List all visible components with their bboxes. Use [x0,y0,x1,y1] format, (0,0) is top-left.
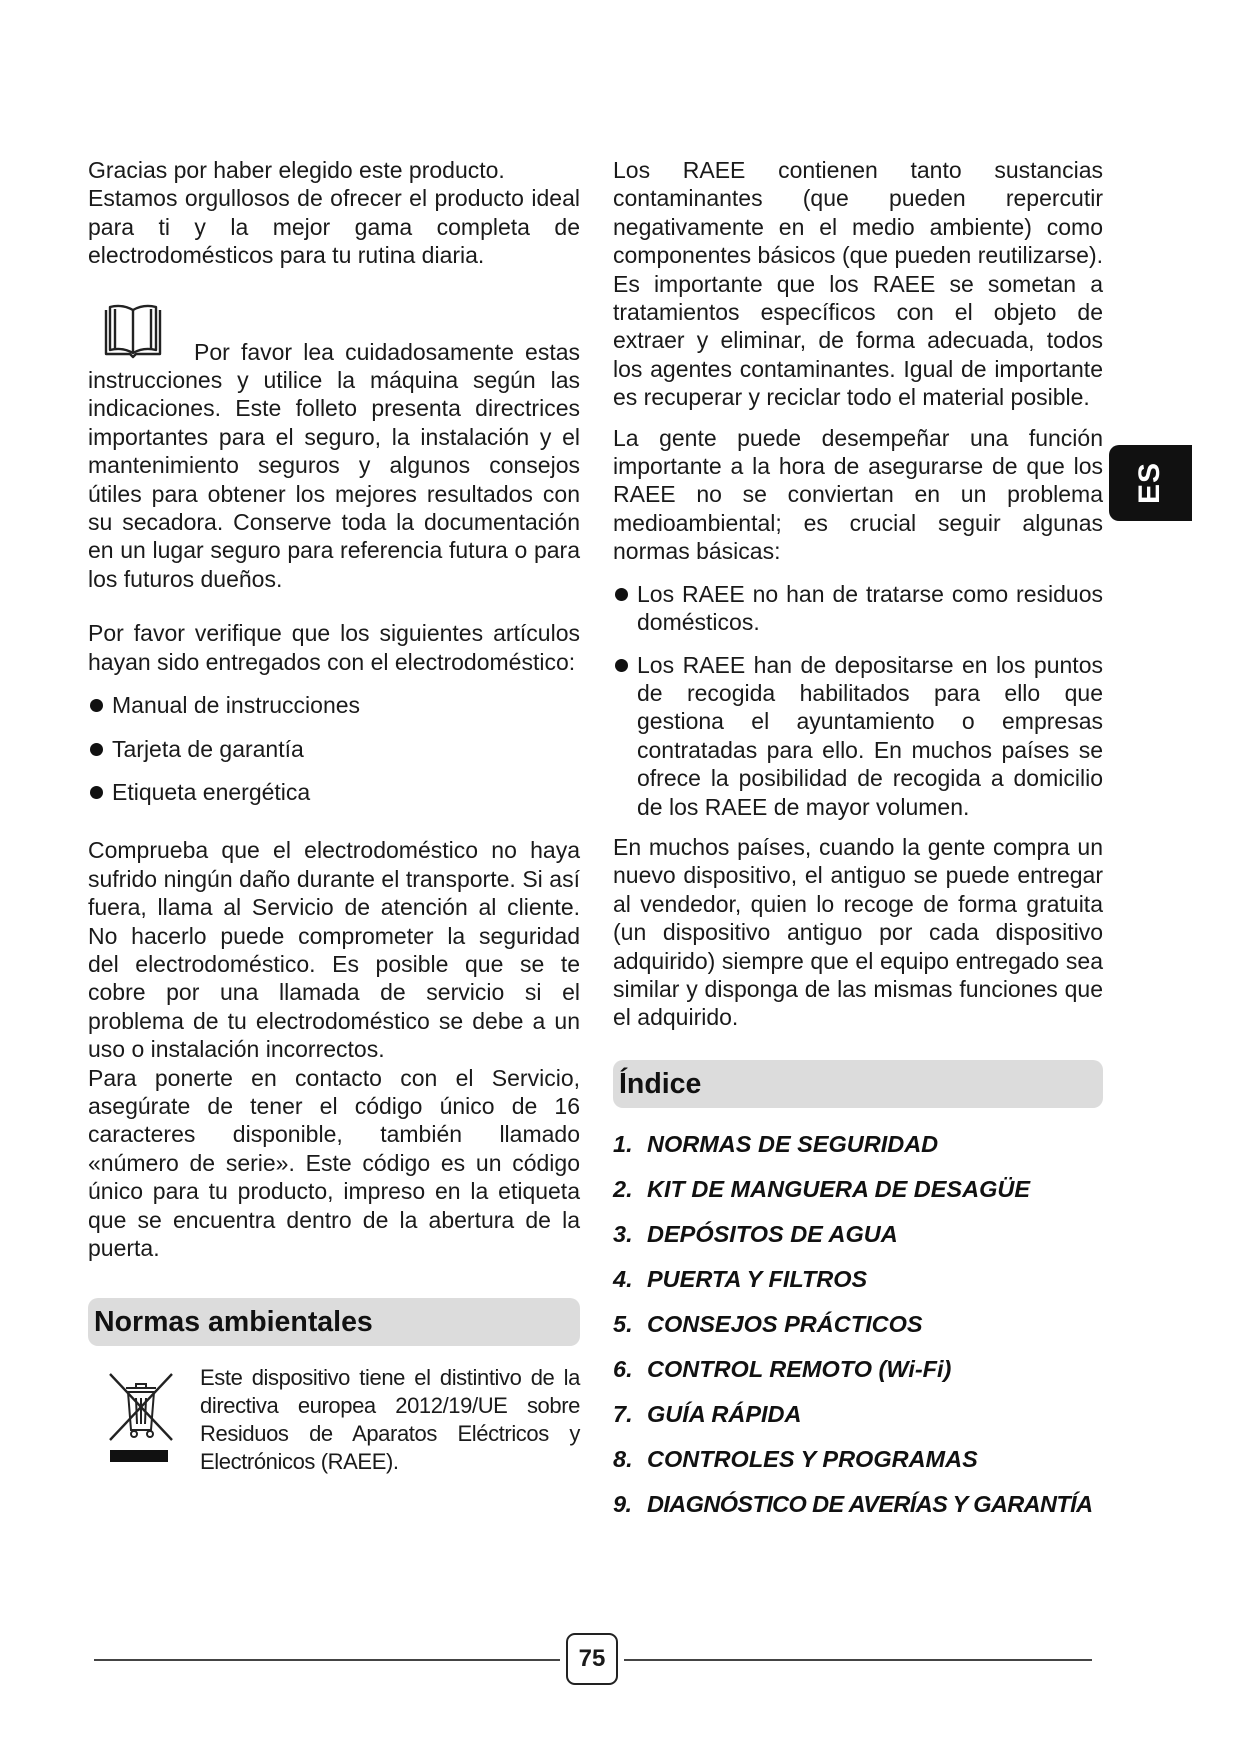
verify-text: Por favor verifique que los siguientes artículos hayan sido entregados con el electrodoméstico: [88,620,580,675]
toc-label: CONTROLES Y PROGRAMAS [647,1445,978,1472]
crossed-bin-icon [106,1368,176,1466]
toc-item[interactable] [613,1220,1103,1248]
env-heading: Normas ambientales [88,1298,580,1346]
toc-number: 6. [613,1355,633,1382]
toc-item[interactable] [613,1310,1103,1338]
toc-item[interactable] [613,1175,1103,1203]
footer-divider-left [94,1659,560,1661]
instructions-text: Por favor lea cuidadosamente estas instrucciones y utilice la máquina según las indicaciones. Este folleto presenta directrices importantes para el seguro, la instalación y el mantenimiento seguros y algunos consejos útiles para obtener los mejores resultados con su secadora. Conserve toda la documentación en un lugar seguro para referencia futura o para los futuros dueños. [88,338,580,592]
book-icon [100,302,166,362]
toc-item[interactable] [613,1130,1103,1158]
list-item: Los RAEE no han de tratarse como residuos domésticos. [613,580,1103,637]
toc-item[interactable] [613,1265,1103,1293]
table-of-contents [613,1130,1103,1518]
toc-label: GUÍA RÁPIDA [647,1400,802,1427]
toc-item[interactable] [613,1490,1103,1518]
instructions-block [88,310,580,594]
page-number: 75 [566,1633,618,1685]
toc-label: DEPÓSITOS DE AGUA [647,1220,898,1247]
delivered-items-list [88,691,580,806]
left-column [88,156,580,1476]
toc-number: 7. [613,1400,633,1427]
footer-divider-right [624,1659,1092,1661]
toc-item[interactable] [613,1445,1103,1473]
right-column [613,156,1103,1535]
toc-number: 8. [613,1445,633,1472]
raee-contents-text: Los RAEE contienen tanto sustancias contaminantes (que pueden repercutir negativamente en el medio ambiente) como componentes básicos (que pueden reutilizarse). Es importante que los RAEE se sometan a tratamientos específicos con el objeto de extraer y eliminar, de forma adecuada, todos los agentes contaminantes. Igual de importante es recuperar y reciclar todo el material posible. [613,157,1103,411]
intro-proud: Estamos orgullosos de ofrecer el producto ideal para ti y la mejor gama completa de electrodomésticos para tu rutina diaria. [88,185,580,269]
language-code: ES [1133,461,1167,505]
contact-service-text: Para ponerte en contacto con el Servicio, asegúrate de tener el código único de 16 caracteres disponible, también llamado «número de serie». Este código es un código único para tu producto, impreso en la etiqueta que se encuentra dentro de la abertura de la puerta. [88,1064,580,1261]
list-item: Manual de instrucciones [88,691,580,719]
toc-number: 3. [613,1220,633,1247]
list-item: Tarjeta de garantía [88,735,580,763]
weee-block [88,1364,580,1476]
toc-number: 9. [613,1490,632,1517]
weee-text: Este dispositivo tiene el distintivo de la directiva europea 2012/19/UE sobre Residuos de Aparatos Eléctricos y Electrónicos (RAEE). [200,1365,580,1475]
index-heading: Índice [613,1060,1103,1108]
toc-label: CONTROL REMOTO (Wi-Fi) [647,1355,952,1382]
toc-label: CONSEJOS PRÁCTICOS [647,1310,923,1337]
toc-number: 4. [613,1265,633,1292]
toc-label: PUERTA Y FILTROS [647,1265,868,1292]
language-tab [1109,445,1192,521]
toc-item[interactable] [613,1355,1103,1383]
toc-item[interactable] [613,1400,1103,1428]
intro-thanks: Gracias por haber elegido este producto. [88,157,505,183]
toc-number: 2. [613,1175,633,1202]
check-damage-text: Comprueba que el electrodoméstico no haya sufrido ningún daño durante el transporte. Si así fuera, llama al Servicio de atención al cliente. No hacerlo puede comprometer la seguridad del electrodoméstico. Es posible que se te cobre por una llamada de servicio si el problema de tu electrodoméstico se debe a un uso o instalación incorrectos. [88,837,580,1063]
toc-number: 5. [613,1310,633,1337]
raee-return-text: En muchos países, cuando la gente compra un nuevo dispositivo, el antiguo se puede entregar al vendedor, quien lo recoge de forma gratuita (un dispositivo antiguo por cada dispositivo adquirido) siempre que el equipo entregado sea similar y disponga de las mismas funciones que el adquirido. [613,833,1103,1031]
raee-role-text: La gente puede desempeñar una función importante a la hora de asegurarse de que los RAEE no se conviertan en un problema medioambiental; es crucial seguir algunas normas básicas: [613,424,1103,565]
toc-number: 1. [613,1130,633,1157]
toc-label: KIT DE MANGUERA DE DESAGÜE [647,1175,1030,1202]
list-item: Los RAEE han de depositarse en los puntos de recogida habilitados para ello que gestiona el ayuntamiento o empresas contratadas para ello. En muchos países se ofrece la posibilidad de recogida a domicilio de los RAEE de mayor volumen. [613,651,1103,821]
list-item: Etiqueta energética [88,778,580,806]
toc-label: DIAGNÓSTICO DE AVERÍAS Y GARANTÍA [647,1490,1093,1517]
raee-rules-list [613,580,1103,821]
toc-label: NORMAS DE SEGURIDAD [647,1130,939,1157]
